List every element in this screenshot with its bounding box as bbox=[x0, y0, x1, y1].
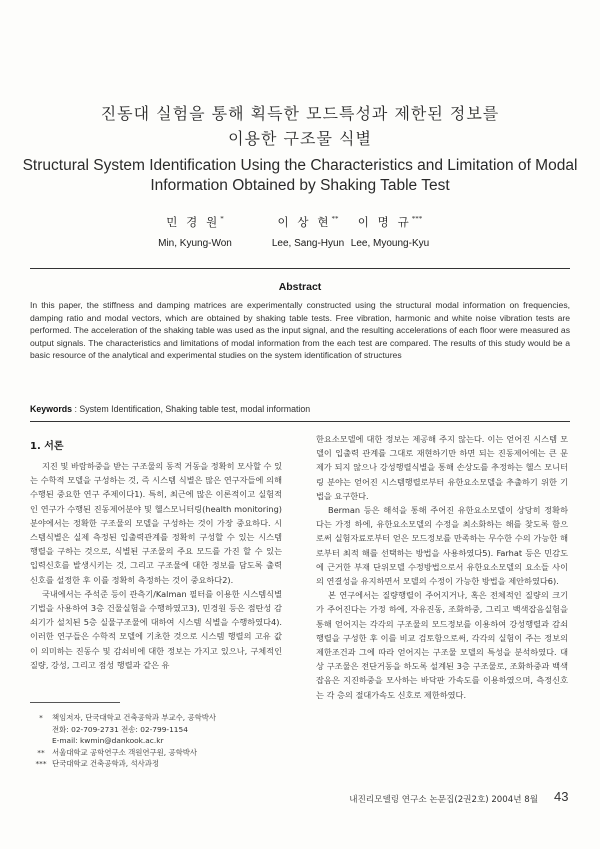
intro-paragraph-5: 본 연구에서는 질량행렬이 주어지거나, 혹은 전체적인 질량의 크기가 주어진다는 가정 하에, 자유진동, 조화하중, 그리고 백색잡음실험을 통해 얻어지는 각각의 구조물의 모드정보를 이용하여 강성행렬과 감쇠행렬을 구성한 후 이를 비교 검토함으로써, 각각의 실험이 주는 정보의 제한조건과 그에 따라 얻어지는 구조물 모델의 특성을 분석하였다. 대상 구조물은 전단거동을 하도록 설계된 3층 구조물로, 조화하중과 백색잡음은 지진하중을 모사하는 바닥판 가속도를 이용하였으며, 측정신호는 각 층의 절대가속도 신호로 제한하였다. bbox=[316, 590, 568, 700]
author-3-mark: *** bbox=[411, 215, 423, 224]
intro-paragraph-2: 국내에서는 주석준 등이 관측기/Kalman 필터를 이용한 시스템식별기법을 사용하여 3층 건물실험을 수행하였고3), 민경원 등은 점탄성 감쇠기가 설치된 5층 실물구조물에 대하여 시스템 식별을 수행하였다4). 이러한 연구들은 수학적 모델에 기초한 것으로 시스템 행렬의 고유 값이 의미하는 진동수 및 감쇠비에 대한 정보는 가지고 있으나, 구체적인 질량, 강성, 그리고 점성 행렬과 같은 유 bbox=[30, 588, 282, 670]
abstract-top-rule bbox=[30, 268, 570, 269]
footnote-1-email: E-mail: kwmin@dankook.ac.kr bbox=[52, 736, 164, 746]
abstract-bottom-rule bbox=[30, 421, 570, 422]
author-3-korean-name: 이 명 규 bbox=[357, 217, 412, 229]
section-heading-introduction: 1. 서론 bbox=[30, 441, 64, 452]
intro-paragraph-3: 한요소모델에 대한 정보는 제공해 주지 않는다. 이는 얻어진 시스템 모델이 입출력 관계를 그대로 재현하기만 하면 되는 진동제어에는 큰 문제가 되지 않으나 강성행렬식별을 통해 손상도를 추정하는 헬스 모니터링 분야는 얻어진 시스템행렬로부터 유한요소모델을 추출하기 위한 기법을 요구한다. bbox=[316, 434, 568, 501]
author-2-english-name: Lee, Sang-Hyun bbox=[271, 238, 345, 249]
korean-title-line-2: 이용한 구조물 식별 bbox=[228, 129, 372, 148]
author-2-mark: ** bbox=[331, 215, 339, 224]
footnote-1: * 책임저자, 단국대학교 건축공학과 부교수, 공학박사 bbox=[39, 713, 217, 722]
left-column-text bbox=[30, 459, 282, 672]
keywords-label: Keywords bbox=[30, 404, 73, 414]
footnote-3: *** 단국대학교 건축공학과, 석사과정 bbox=[35, 759, 160, 769]
footnotes bbox=[30, 712, 290, 770]
journal-citation: 내진리모델링 연구소 논문집(2권2호) 2004년 8월 bbox=[349, 795, 538, 805]
korean-title-line-1: 진동대 실험을 통해 획득한 모드특성과 제한된 정보를 bbox=[100, 104, 500, 123]
footnote-1-phone: 전화: 02-709-2731 전송: 02-799-1154 bbox=[52, 724, 188, 734]
english-title-line-1: Structural System Identification Using the Characteristics and Limitation of Modal bbox=[22, 157, 578, 174]
author-1 bbox=[135, 214, 255, 249]
author-1-korean-name: 민 경 원 bbox=[166, 217, 221, 229]
footnote-rule bbox=[30, 702, 120, 703]
author-1-english-name: Min, Kyung-Won bbox=[158, 238, 232, 249]
intro-paragraph-1: 지진 및 바람하중을 받는 구조물의 동적 거동을 정확히 모사할 수 있는 수학적 모델을 구성하는 것, 즉 시스템 식별은 많은 연구자들에 의해 수행된 중요한 연구 주제이다1). 특히, 최근에 많은 이론적이고 실험적인 연구가 수행된 진동제어분야 및 헬스모니터링(health monitoring) 분야에서는 정확한 구조물의 모델을 구성하는 것이 가장 중요하다. 시스템식별은 실제 측정된 입출력관계를 정확히 구성할 수 있는 시스템 행렬을 구하는 것으로, 식별된 구조물의 주요 모드를 가진 할 수 있는 입력신호를 발생시키는 것, 그리고 구조물에 대한 정보를 담도록 출력 신호를 설정한 후 이를 정확히 측정하는 것이 중요하다2). bbox=[30, 461, 282, 585]
abstract-heading: Abstract bbox=[278, 281, 322, 293]
author-3-english-name: Lee, Myoung-Kyu bbox=[350, 238, 430, 249]
keywords-line bbox=[30, 404, 570, 414]
page-number: 43 bbox=[554, 789, 569, 804]
english-title-line-2: Information Obtained by Shaking Table Test bbox=[150, 177, 450, 194]
author-1-mark: * bbox=[220, 215, 224, 224]
keywords-text: : System Identification, Shaking table test, modal information bbox=[72, 404, 311, 414]
right-column-text bbox=[316, 432, 568, 702]
intro-paragraph-4: Berman 등은 해석을 통해 주어진 유한요소모델이 상당히 정확하다는 가정 하에, 유한요소모델의 수정을 최소화하는 해를 찾도록 함으로써 실험자료로부터 얻은 모드정보를 만족하는 무수한 수의 가능한 해로부터 최적 해를 선택하는 방법을 사용하였다5). Farhat 등은 민감도에 근거한 부재 단위모델 수정방법으로서 유한요소모델의 요소들 사이의 연결성을 유지하면서 모델의 수정이 가능한 방법을 제안하였다6). bbox=[316, 505, 568, 587]
footnote-2: ** 서울대학교 공학연구소 객원연구원, 공학박사 bbox=[37, 747, 198, 757]
author-2-korean-name: 이 상 현 bbox=[277, 217, 332, 229]
author-3 bbox=[330, 214, 450, 249]
abstract-body: In this paper, the stiffness and damping matrices are experimentally constructed using the structural modal information on frequencies, damping ratio and modal vectors, which are obtained by shaking table tests. Free vibration, harmonic and white noise vibration tests are performed. The acceleration of the shaking table was used as the input signal, and the resulting accelerations of each floor were measured as output signals. The characteristics and limitations of modal information from the each test are compared. The results of this study would be a basic resource of the analytical and experimental studies on the system identification of structures bbox=[30, 300, 570, 361]
